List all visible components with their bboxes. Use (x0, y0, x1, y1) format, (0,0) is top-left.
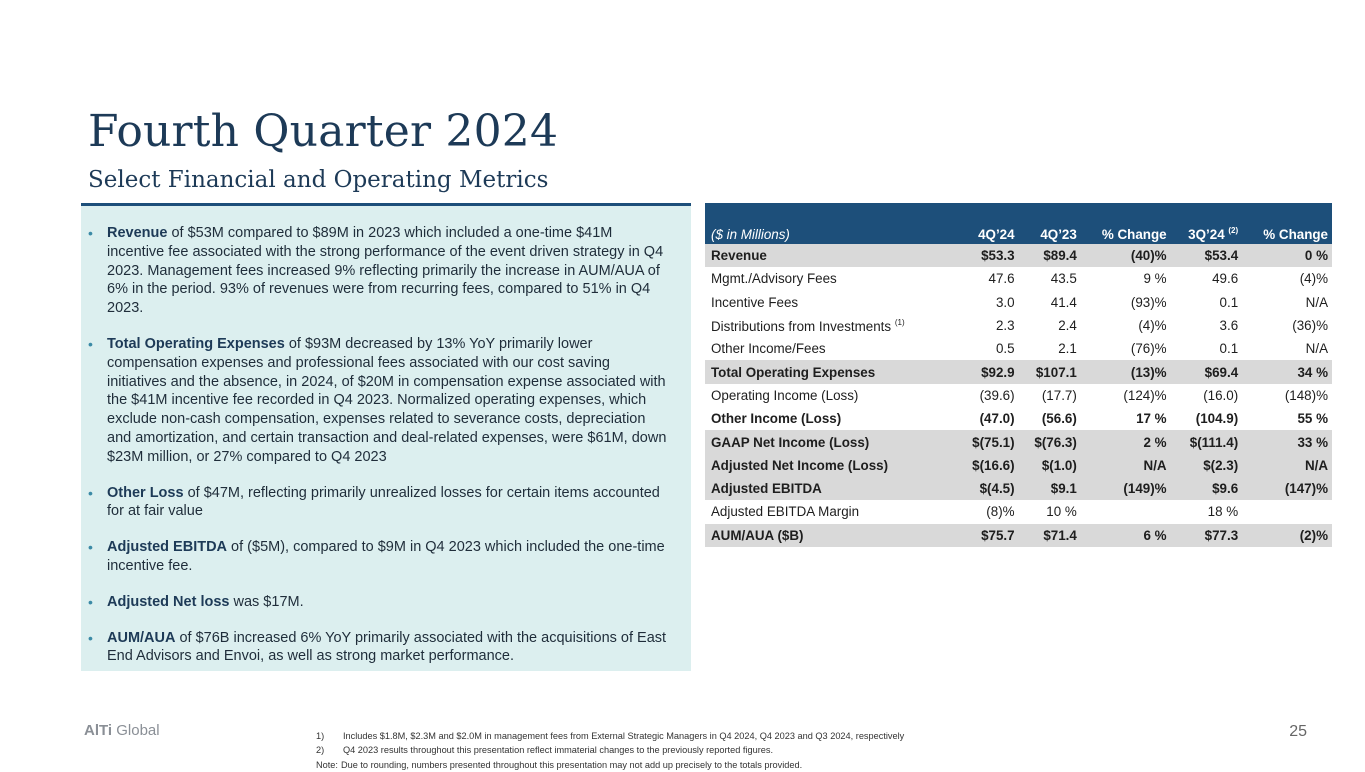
row-label (705, 360, 956, 383)
table-cell: 33 % (1242, 430, 1332, 453)
table-cell: $(2.3) (1171, 454, 1243, 477)
row-label-text: Other Income (Loss) (711, 411, 842, 427)
table-cell: $9.6 (1171, 477, 1243, 500)
table-cell: (47.0) (979, 411, 1015, 427)
table-cell: 10 % (1046, 504, 1077, 520)
table-cell (1242, 500, 1332, 523)
row-label-text: AUM/AUA ($B) (711, 527, 804, 543)
row-label-text: Adjusted Net Income (Loss) (711, 457, 889, 473)
footnote-number: Note: (316, 759, 338, 770)
table-cell: $(111.4) (1171, 430, 1243, 453)
highlight-heading: Revenue (107, 225, 168, 241)
row-label (705, 314, 956, 337)
table-cell: $75.7 (956, 524, 1018, 547)
table-cell: 18 % (1207, 504, 1239, 520)
table-cell: (76)% (1130, 341, 1167, 357)
header-3q24-label: 3Q’24 (1188, 227, 1225, 242)
table-cell: $107.1 (1019, 360, 1081, 383)
footnote-text: Q4 2023 results throughout this presentation reflect immaterial changes to the previously reported figures. (343, 745, 774, 756)
table-cell: N/A (1305, 341, 1328, 357)
page-number: 25 (1289, 723, 1307, 740)
highlight-item (88, 484, 671, 522)
bullet-icon: • (88, 593, 93, 610)
table-cell: $53.3 (956, 244, 1018, 267)
table-cell (1081, 500, 1171, 523)
table-cell: N/A (1081, 454, 1171, 477)
footnote-item (316, 758, 904, 772)
company-logo (84, 722, 160, 739)
highlight-text: of $47M, reflecting primarily unrealized losses for certain items accounted for at fair value (107, 484, 660, 520)
footnotes (316, 729, 904, 772)
table-cell: 2.3 (995, 318, 1015, 334)
table-cell: (17.7) (1041, 387, 1077, 403)
table-cell: (93)% (1130, 294, 1167, 310)
highlight-heading: Other Loss (107, 484, 184, 501)
footnote-marker: (1) (894, 317, 905, 327)
table-cell: 49.6 (1212, 271, 1239, 287)
table-cell: N/A (1305, 294, 1328, 310)
row-label-text: Mgmt./Advisory Fees (711, 271, 837, 287)
row-label-text: Other Income/Fees (711, 341, 826, 357)
table-cell: (4)% (1299, 271, 1328, 287)
metrics-table-container (705, 203, 1332, 547)
table-cell: 47.6 (988, 271, 1015, 287)
table-row (705, 407, 1332, 430)
highlights-list (81, 206, 691, 666)
table-cell: 41.4 (1050, 294, 1077, 310)
footnote-item (316, 743, 904, 757)
row-label-text: Adjusted EBITDA (711, 481, 822, 497)
table-row (705, 430, 1332, 453)
highlight-heading: Adjusted Net loss (107, 593, 230, 610)
highlight-heading: Total Operating Expenses (107, 335, 285, 352)
highlight-heading: AUM/AUA (107, 629, 176, 646)
table-row (705, 267, 1332, 290)
footnote-item (316, 729, 904, 743)
table-row (705, 500, 1332, 523)
table-cell: (56.6) (1041, 411, 1077, 427)
footnote-number: 1) (316, 731, 325, 741)
header-4q24: 4Q’24 (956, 203, 1018, 244)
table-header-row (705, 203, 1332, 244)
row-label (705, 267, 956, 290)
table-cell: (148)% (1284, 387, 1328, 403)
header-yoy-change: % Change (1081, 203, 1171, 244)
highlight-item (88, 538, 671, 576)
table-cell: (104.9) (1195, 411, 1239, 427)
logo-suffix: Global (112, 722, 160, 739)
table-cell: 0 % (1242, 244, 1332, 267)
row-label (705, 407, 956, 430)
bullet-icon: • (88, 484, 93, 501)
table-cell: $69.4 (1171, 360, 1243, 383)
row-label-text: Revenue (711, 248, 767, 264)
table-cell: $53.4 (1171, 244, 1243, 267)
table-cell: $(1.0) (1019, 454, 1081, 477)
table-cell: 6 % (1081, 524, 1171, 547)
table-row (705, 454, 1332, 477)
table-cell: (124)% (1123, 387, 1167, 403)
highlight-text: of $76B increased 6% YoY primarily associated with the acquisitions of East End Advisors and Envoi, as well as strong market performance. (107, 629, 667, 665)
row-label (705, 384, 956, 407)
highlight-text: was $17M. (229, 593, 304, 610)
table-cell: 2.4 (1058, 318, 1077, 334)
row-label-text: GAAP Net Income (Loss) (711, 434, 870, 450)
highlight-item (88, 335, 671, 467)
page-title: Fourth Quarter 2024 (88, 106, 559, 157)
table-cell: (2)% (1242, 524, 1332, 547)
footnote-text: Includes $1.8M, $2.3M and $2.0M in management fees from External Strategic Managers in Q4 2024, Q4 2023 and Q3 2024, respectively (343, 731, 905, 741)
table-cell: (13)% (1081, 360, 1171, 383)
table-cell: 43.5 (1050, 271, 1077, 287)
table-cell: $(75.1) (956, 430, 1018, 453)
page-subtitle: Select Financial and Operating Metrics (88, 167, 549, 193)
logo-brand: AlTi (84, 722, 113, 739)
header-3q24-footnote: (2) (1228, 226, 1239, 235)
table-cell: 17 % (1136, 411, 1167, 427)
header-3q24 (1171, 203, 1243, 244)
table-cell: 0.5 (995, 341, 1015, 357)
header-units: ($ in Millions) (705, 203, 956, 244)
table-cell: 3.6 (1219, 318, 1239, 334)
row-label-text: Incentive Fees (711, 294, 799, 310)
table-cell: 2 % (1081, 430, 1171, 453)
highlight-item (88, 224, 671, 318)
bullet-icon: • (88, 629, 93, 646)
row-label (705, 337, 956, 360)
highlight-heading: Adjusted EBITDA (107, 539, 228, 556)
table-cell: (16.0) (1203, 387, 1239, 403)
row-label (705, 291, 956, 314)
table-cell: 9 % (1143, 271, 1167, 287)
table-row (705, 291, 1332, 314)
row-label (705, 524, 956, 547)
table-cell: (8)% (986, 504, 1015, 520)
highlight-text: of ($5M), compared to $9M in Q4 2023 which included the one-time incentive fee. (107, 539, 665, 574)
table-cell: $(76.3) (1019, 430, 1081, 453)
table-body (705, 244, 1332, 547)
bullet-icon: • (88, 225, 93, 241)
row-label (705, 500, 956, 523)
table-cell: $71.4 (1019, 524, 1081, 547)
table-cell: 0.1 (1219, 341, 1239, 357)
table-cell: N/A (1242, 454, 1332, 477)
table-cell: (39.6) (979, 387, 1015, 403)
row-label-text: Adjusted EBITDA Margin (711, 504, 860, 520)
table-row (705, 384, 1332, 407)
table-cell: (147)% (1242, 477, 1332, 500)
table-cell: 34 % (1242, 360, 1332, 383)
table-cell: 0.1 (1219, 294, 1239, 310)
header-qoq-change: % Change (1242, 203, 1332, 244)
metrics-table (705, 203, 1332, 547)
highlight-text: of $93M decreased by 13% YoY primarily lower compensation expenses and professional fees associated with our cost saving initiatives and the absence, in 2024, of $20M in compensation expense associated with the $41M incentive fee recorded in Q4 2023. Normalized operating expenses, which exclude non-cash compensation, expenses related to severance costs, depreciation and amortization, and certain transaction and deal-related expenses, were $61M, down $23M million, or 27% compared to Q4 2023 (107, 335, 667, 465)
table-cell: 2.1 (1058, 341, 1077, 357)
row-label-text: Operating Income (Loss) (711, 387, 859, 403)
bullet-icon: • (88, 335, 93, 352)
table-row (705, 524, 1332, 547)
table-row (705, 314, 1332, 337)
table-cell: (40)% (1081, 244, 1171, 267)
table-cell: 3.0 (995, 294, 1015, 310)
table-cell: $9.1 (1019, 477, 1081, 500)
row-label (705, 477, 956, 500)
row-label-text: Distributions from Investments (711, 318, 892, 334)
table-row (705, 244, 1332, 267)
table-cell: $77.3 (1171, 524, 1243, 547)
highlight-item (88, 629, 671, 667)
table-cell: $(16.6) (956, 454, 1018, 477)
footnote-number: 2) (316, 745, 325, 756)
highlight-text: of $53M compared to $89M in 2023 which included a one-time $41M incentive fee associated with the strong performance of the event driven strategy in Q4 2023. Management fees increased 9% reflecting primarily the increase in AUM/AUA of 6% in the period. 93% of revenues were from recurring fees, compared to 51% in Q4 2023. (107, 225, 664, 317)
table-cell: $89.4 (1019, 244, 1081, 267)
table-row (705, 477, 1332, 500)
table-cell: 55 % (1297, 411, 1328, 427)
table-row (705, 360, 1332, 383)
table-cell: (36)% (1292, 318, 1328, 334)
highlight-item (88, 593, 671, 612)
row-label (705, 244, 956, 267)
table-cell: $(4.5) (956, 477, 1018, 500)
table-row (705, 337, 1332, 360)
table-cell: (4)% (1138, 318, 1167, 334)
table-cell: $92.9 (956, 360, 1018, 383)
table-cell: (149)% (1081, 477, 1171, 500)
highlights-panel (81, 203, 691, 671)
row-label-text: Total Operating Expenses (711, 364, 876, 380)
header-4q23: 4Q’23 (1019, 203, 1081, 244)
row-label (705, 454, 956, 477)
footnote-text: Due to rounding, numbers presented throughout this presentation may not add up precisely to the totals provided. (340, 759, 803, 770)
row-label (705, 430, 956, 453)
bullet-icon: • (88, 539, 93, 556)
